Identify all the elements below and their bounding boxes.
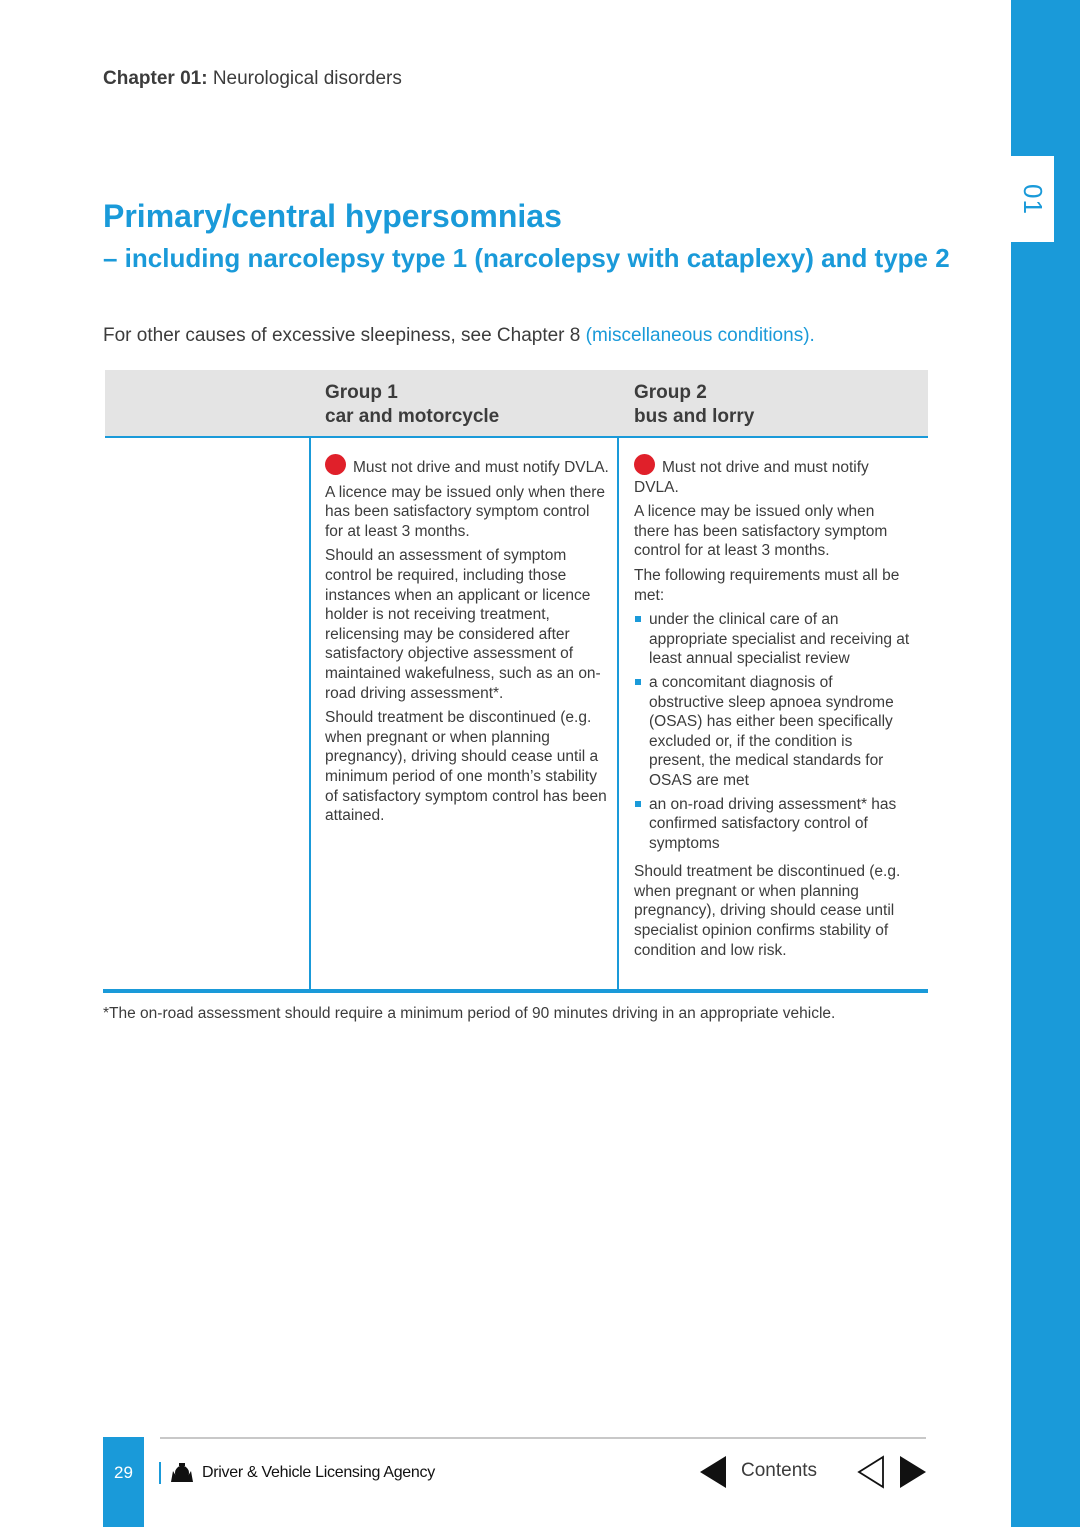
column-divider (617, 438, 619, 991)
standards-table (103, 370, 928, 993)
page-number: 29 (114, 1463, 133, 1482)
chapter-title: Neurological disorders (212, 68, 402, 89)
table-header (105, 370, 928, 438)
intro-text (103, 325, 815, 347)
intro-sentence: For other causes of excessive sleepiness, see Chapter 8 (103, 325, 586, 346)
list-item: under the clinical care of an appropriate specialist and receiving at least annual specialist review (634, 610, 910, 669)
group2-status-text: Must not drive and must notify DVLA. (634, 459, 869, 496)
chapter-tab[interactable] (1011, 156, 1054, 242)
running-head (103, 68, 402, 90)
group1-subheading: car and motorcycle (325, 406, 500, 427)
stop-dot-icon (634, 454, 655, 475)
group2-status (634, 454, 910, 497)
agency-logo (159, 1461, 435, 1485)
group1-cell (325, 454, 609, 831)
group2-cell (634, 454, 910, 965)
chapter-label: Chapter 01: (103, 68, 208, 89)
group2-paragraph: The following requirements must all be met: (634, 566, 900, 604)
group1-heading: Group 1 (325, 382, 398, 403)
page-title: Primary/central hypersomnias (103, 198, 562, 234)
contents-link[interactable]: Contents (741, 1460, 818, 1481)
group2-paragraph: Should treatment be discontinued (e.g. when pregnant or when planning pregnancy), driving should cease until specialist opinion confirms stability of condition and low risk. (634, 863, 901, 959)
list-item: an on-road driving assessment* has confirmed satisfactory control of symptoms (634, 795, 910, 854)
group2-requirements-list (634, 610, 910, 853)
table-bottom-rule (103, 989, 928, 993)
group1-paragraph: A licence may be issued only when there has been satisfactory symptom control for at least 3 months. (325, 483, 606, 540)
group1-status-text: Must not drive and must notify DVLA. (353, 459, 609, 476)
previous-page-icon[interactable] (699, 1455, 727, 1489)
group1-status (325, 454, 609, 478)
group2-subheading: bus and lorry (634, 406, 755, 427)
group1-paragraph: Should an assessment of symptom control be required, including those instances when an applicant or licence holder is not receiving treatment, relicensing may be considered after satisfactory objective assessment of maintained wakefulness, such as an on-road driving assessment*. (325, 547, 601, 702)
misc-conditions-link[interactable]: (miscellaneous conditions). (585, 325, 815, 346)
page-subtitle: – including narcolepsy type 1 (narcolepsy with cataplexy) and type 2 (103, 243, 950, 273)
page-number-box (103, 1437, 144, 1527)
chapter-tab-number: 01 (1017, 183, 1048, 215)
stop-dot-icon (325, 454, 346, 475)
royal-crest-icon (168, 1462, 196, 1484)
footer-rule (160, 1437, 926, 1439)
logo-bar (159, 1462, 161, 1484)
group1-paragraph: Should treatment be discontinued (e.g. when pregnant or when planning pregnancy), driving should cease until a minimum period of one month’s stability of satisfactory symptom control has been attained. (325, 709, 607, 825)
column-divider (309, 438, 311, 991)
back-arrow-icon[interactable] (857, 1455, 885, 1489)
group2-header (634, 381, 754, 429)
group1-header (325, 381, 499, 429)
list-item: a concomitant diagnosis of obstructive sleep apnoea syndrome (OSAS) has either been specifically excluded or, if the condition is present, the medical standards for OSAS are met (634, 673, 910, 791)
agency-name: Driver & Vehicle Licensing Agency (202, 1464, 435, 1481)
group2-paragraph: A licence may be issued only when there has been satisfactory symptom control for at least 3 months. (634, 503, 888, 560)
group2-heading: Group 2 (634, 382, 707, 403)
footnote: *The on-road assessment should require a minimum period of 90 minutes driving in an appropriate vehicle. (103, 1005, 836, 1022)
next-page-icon[interactable] (899, 1455, 927, 1489)
